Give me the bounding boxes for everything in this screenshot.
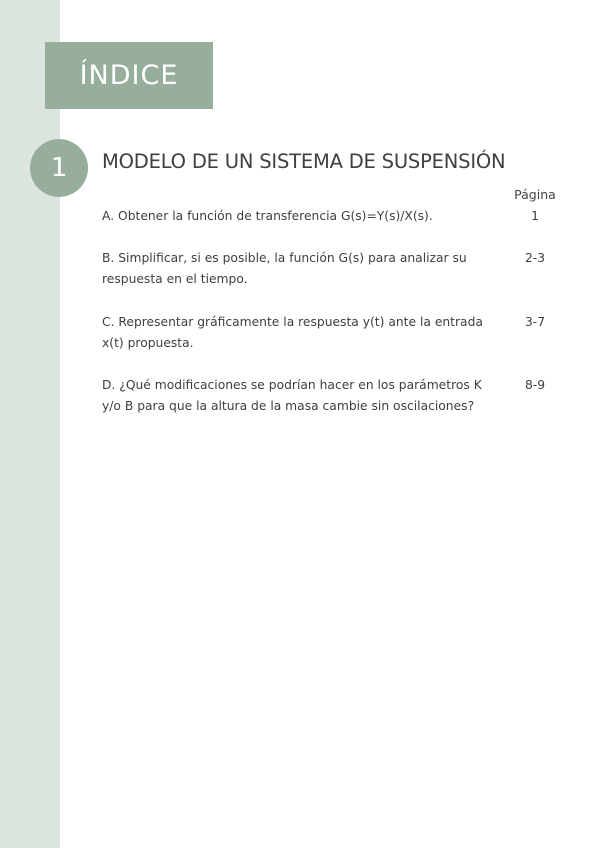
page-title: ÍNDICE (79, 60, 179, 91)
toc-entry-d[interactable]: D. ¿Qué modificaciones se podrían hacer en los parámetros K y/o B para que la altura de la masa cambie sin oscilaciones? (102, 378, 482, 413)
side-strip (0, 0, 60, 848)
section-title: MODELO DE UN SISTEMA DE SUSPENSIÓN (102, 150, 506, 173)
title-banner (45, 42, 213, 109)
toc-entry-b-page: 2-3 (524, 251, 546, 265)
toc-entry-c[interactable]: C. Representar gráficamente la respuesta y(t) ante la entrada x(t) propuesta. (102, 315, 483, 350)
toc-entry-b[interactable]: B. Simplificar, si es posible, la función G(s) para analizar su respuesta en el tiempo. (102, 251, 467, 286)
section-number-badge (30, 139, 88, 197)
section-number: 1 (50, 153, 68, 183)
page-column-header: Página (514, 187, 556, 202)
toc-entry-c-page: 3-7 (524, 315, 546, 329)
toc-entry-a-page: 1 (531, 209, 539, 223)
toc-entry-a[interactable]: A. Obtener la función de transferencia G(s)=Y(s)/X(s). (102, 209, 433, 223)
toc-entry-d-page: 8-9 (524, 378, 546, 392)
